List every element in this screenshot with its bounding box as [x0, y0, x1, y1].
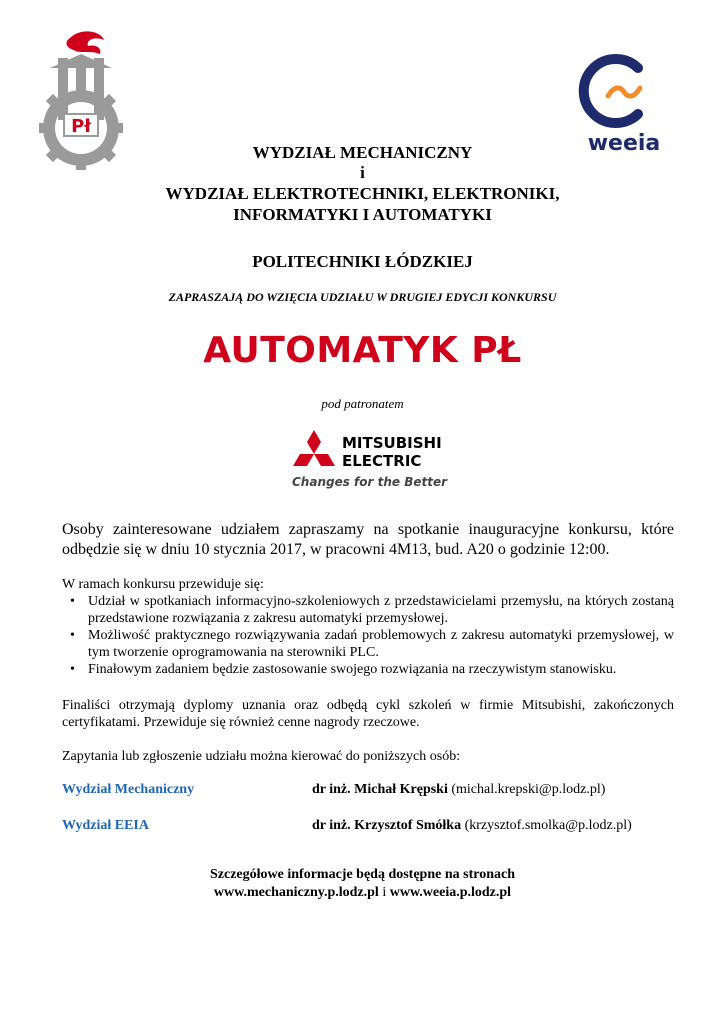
faculty-mechanical-heading: WYDZIAŁ MECHANICZNY: [252, 143, 473, 162]
heading-conjunction: i: [360, 163, 365, 182]
bullet-icon: •: [70, 662, 75, 677]
contact-person: [312, 782, 605, 798]
svg-text:MITSUBISHI: MITSUBISHI: [342, 434, 442, 452]
intro-paragraph: Osoby zainteresowane udziałem zapraszamy na spotkanie inauguracyjne konkursu, które odbędzie się w dniu 10 stycznia 2017, w pracowni 4M13, bud. A20 o godzinie 12:00.: [62, 521, 674, 558]
list-item: • Udział w spotkaniach informacyjno-szkoleniowych z przedstawicielami przemysłu, na których zostaną przedstawione rozwiązania z zakresu automatyki przemysłowej.: [70, 594, 674, 626]
list-item: • Finałowym zadaniem będzie zastosowanie swojego rozwiązania na rzeczywistym stanowisku.: [70, 662, 617, 677]
bullet-icon: •: [70, 594, 75, 609]
svg-text:weeia: weeia: [587, 131, 661, 156]
mitsubishi-electric-logo: [288, 428, 448, 492]
footer-line: Szczegółowe informacje będą dostępne na stronach: [210, 867, 515, 882]
contact-email[interactable]: (michal.krepski@p.lodz.pl): [451, 782, 606, 797]
weeia-site-link[interactable]: www.weeia.p.lodz.pl: [389, 885, 512, 900]
svg-text:Pł: Pł: [71, 116, 91, 137]
invitation-line: ZAPRASZAJĄ DO WZIĘCIA UDZIAŁU W DRUGIEJ EDYCJI KONKURSU: [168, 290, 557, 304]
contact-name: dr inż. Michał Krępski: [312, 782, 448, 797]
contact-name: dr inż. Krzysztof Smółka: [312, 818, 462, 833]
patronage-label: pod patronatem: [321, 396, 404, 411]
contact-person: [312, 818, 632, 834]
svg-text:Changes for the Better: Changes for the Better: [292, 475, 448, 489]
program-lead: W ramach konkursu przewiduje się:: [62, 577, 264, 592]
finalists-paragraph: Finaliści otrzymają dyplomy uznania oraz odbędą cykl szkoleń w firmie Mitsubishi, zakończonych certyfikatami. Przewiduje się również cenne nagrody rzeczowe.: [62, 698, 674, 730]
footer-conjunction: i: [382, 885, 387, 900]
footer-info: [0, 866, 725, 902]
program-section: [62, 576, 674, 678]
bullet-icon: •: [70, 628, 75, 643]
faculty-eeia-heading-line2: INFORMATYKI I AUTOMATYKI: [233, 205, 492, 224]
footer-sites: [0, 884, 725, 902]
program-list: [62, 593, 674, 678]
contact-department: Wydział EEIA: [62, 818, 149, 833]
svg-text:ELECTRIC: ELECTRIC: [342, 452, 422, 470]
faculty-eeia-heading-line1: WYDZIAŁ ELEKTROTECHNIKI, ELEKTRONIKI,: [165, 184, 560, 203]
contact-lead: Zapytania lub zgłoszenie udziału można kierować do poniższych osób:: [62, 749, 461, 764]
contest-title: AUTOMATYK PŁ: [203, 330, 522, 371]
contact-email[interactable]: (krzysztof.smolka@p.lodz.pl): [464, 818, 632, 833]
university-heading: POLITECHNIKI ŁÓDZKIEJ: [252, 252, 473, 271]
weeia-logo: [568, 48, 680, 156]
mechanical-site-link[interactable]: www.mechaniczny.p.lodz.pl: [213, 885, 379, 900]
list-item: • Możliwość praktycznego rozwiązywania zadań problemowych z zakresu automatyki przemysłowej, w tym tworzenie oprogramowania na sterowniki PLC.: [70, 628, 674, 660]
contact-department: Wydział Mechaniczny: [62, 782, 195, 797]
